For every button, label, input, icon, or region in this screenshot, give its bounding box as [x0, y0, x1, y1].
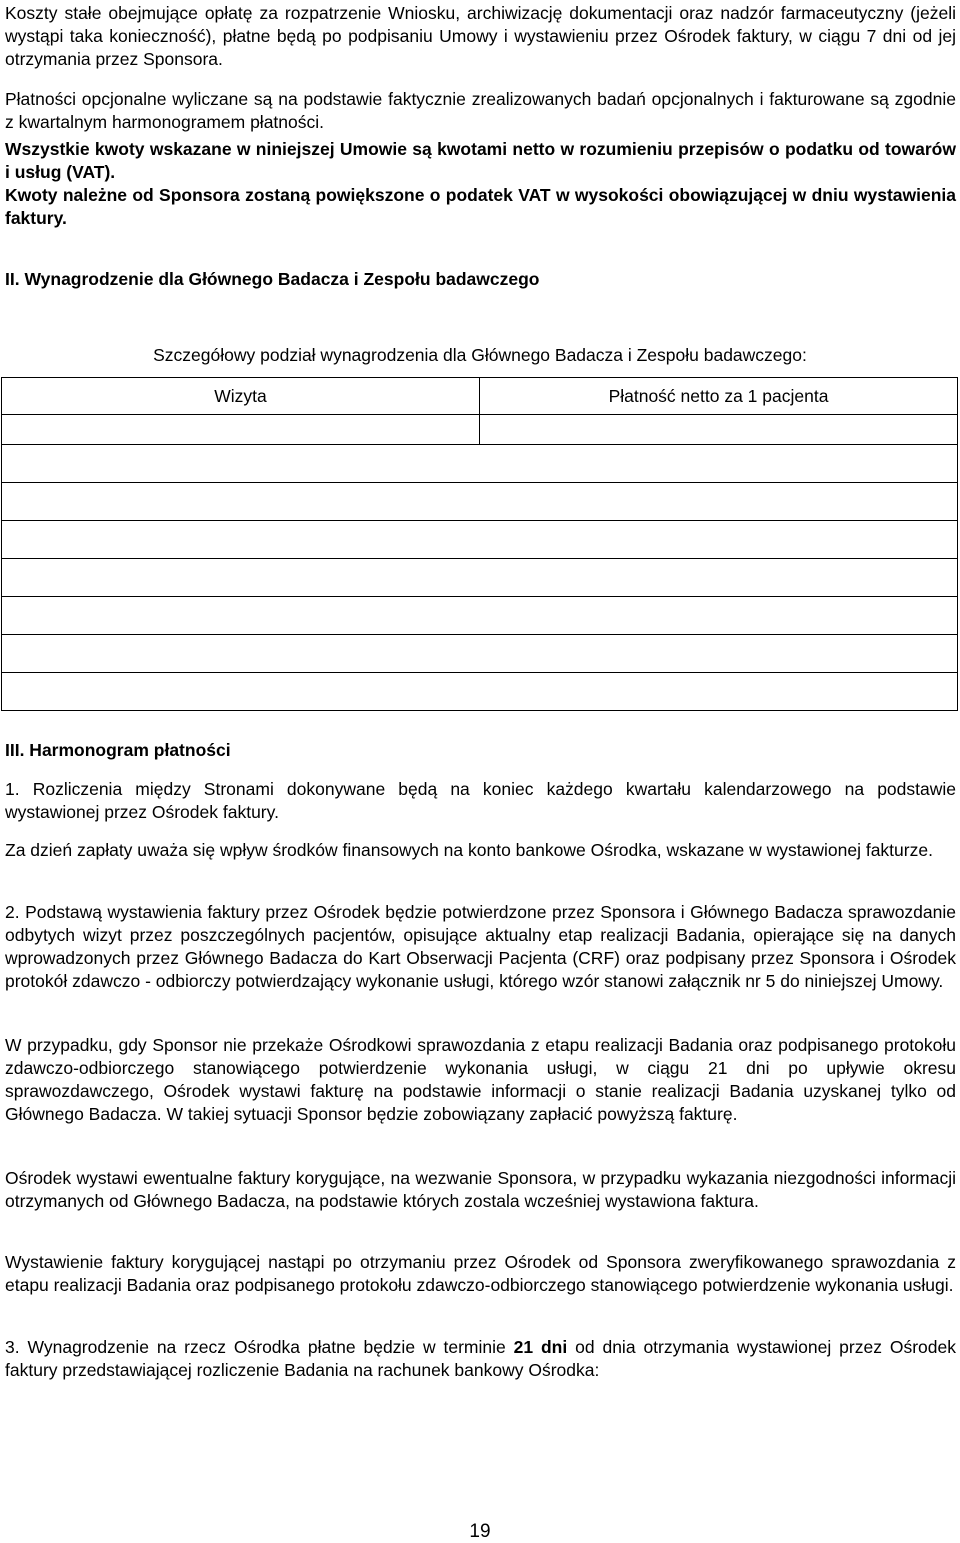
table-row [2, 445, 958, 483]
payment-date-paragraph: Za dzień zapłaty uważa się wpływ środków finansowych na konto bankowe Ośrodka, wskazane w wystawionej fakturze. [5, 840, 933, 860]
optional-payments-paragraph: Płatności opcjonalne wyliczane są na podstawie faktycznie zrealizowanych badań opcjonalnych i fakturowane są zgodnie z kwartalnym harmonogramem płatności. [5, 89, 956, 132]
visit-cell [2, 559, 480, 597]
section-2-title: II. Wynagrodzenie dla Głównego Badacza i Zespołu badawczego [5, 269, 540, 289]
net-payment-cell [480, 483, 958, 521]
table-row [2, 673, 958, 711]
net-amounts-paragraph: Wszystkie kwoty wskazane w niniejszej Umowie są kwotami netto w rozumieniu przepisów o podatku od towarów i usług (VAT). [5, 139, 956, 182]
net-payment-cell [480, 521, 958, 559]
table-row [2, 597, 958, 635]
column-header-net-payment: Płatność netto za 1 pacjenta [480, 378, 958, 415]
payment-term-text-end: od dnia otrzymania wystawionej przez Ośrodek faktury przedstawiającej rozliczenie Badania na rachunek bankowy Ośrodka: [5, 1337, 956, 1380]
visit-cell [2, 673, 480, 711]
table-header-row [2, 378, 958, 415]
net-payment-cell [480, 559, 958, 597]
payment-term-text-start: 3. Wynagrodzenie na rzecz Ośrodka płatne będzie w terminie [5, 1337, 514, 1357]
table-body [2, 415, 958, 711]
visit-cell [2, 415, 480, 445]
invoice-basis-paragraph: 2. Podstawą wystawienia faktury przez Ośrodek będzie potwierdzone przez Sponsora i Głównego Badacza sprawozdanie odbytych wizyt przez poszczególnych pacjentów, opisujące aktualny etap realizacji Badania, opierające się na danych wprowadzonych przez Głównego Badacza do Kart Obserwacji Pacjenta (CRF) oraz podpisany przez Sponsora i Ośrodek protokół zdawczo - odbiorczy potwierdzający wykonanie usługi, którego wzór stanowi załącznik nr 5 do niniejszej Umowy. [5, 902, 956, 991]
table-row [2, 415, 958, 445]
table-row [2, 521, 958, 559]
net-payment-cell [480, 445, 958, 483]
column-header-visit: Wizyta [2, 378, 480, 415]
table-row [2, 559, 958, 597]
settlement-paragraph: 1. Rozliczenia między Stronami dokonywane będą na koniec każdego kwartału kalendarzowego na podstawie wystawionej przez Ośrodek faktury. [5, 779, 956, 822]
remuneration-table [1, 377, 958, 711]
correction-invoices-paragraph: Ośrodek wystawi ewentualne faktury korygujące, na wezwanie Sponsora, w przypadku wykazania niezgodności informacji otrzymanych od Głównego Badacza, na podstawie których zostala wcześniej wystawiona faktura. [5, 1168, 956, 1211]
table-caption: Szczegółowy podział wynagrodzenia dla Głównego Badacza i Zespołu badawczego: [153, 345, 807, 365]
section-3-title: III. Harmonogram płatności [5, 740, 231, 760]
missing-report-paragraph: W przypadku, gdy Sponsor nie przekaże Ośrodkowi sprawozdania z etapu realizacji Badania oraz podpisanego protokołu zdawczo-odbiorczego stanowiącego potwierdzenie wykonania usługi, w ciągu 21 dni po upływie okresu sprawozdawczego, Ośrodek wystawi fakturę na podstawie informacji o stanie realizacji Badania uzyskanej tylko od Głównego Badacza. W takiej sytuacji Sponsor będzie zobowiązany zapłacić powyższą fakturę. [5, 1035, 956, 1124]
fixed-costs-paragraph: Koszty stałe obejmujące opłatę za rozpatrzenie Wniosku, archiwizację dokumentacji oraz nadzór farmaceutyczny (jeżeli wystąpi taka konieczność), płatne będą po podpisaniu Umowy i wystawieniu przez Ośrodek faktury, w ciągu 7 dni od jej otrzymania przez Sponsora. [5, 3, 956, 69]
table-row [2, 483, 958, 521]
net-payment-cell [480, 673, 958, 711]
payment-term-paragraph [5, 1336, 956, 1382]
visit-cell [2, 597, 480, 635]
visit-cell [2, 445, 480, 483]
correction-issuance-paragraph: Wystawienie faktury korygującej nastąpi po otrzymaniu przez Ośrodek od Sponsora zweryfikowanego sprawozdania z etapu realizacji Badania oraz podpisanego protokołu zdawczo-odbiorczego stanowiącego potwierdzenie wykonania usługi. [5, 1252, 956, 1295]
net-payment-cell [480, 635, 958, 673]
net-payment-cell [480, 415, 958, 445]
page-number: 19 [469, 1521, 491, 1542]
visit-cell [2, 635, 480, 673]
visit-cell [2, 521, 480, 559]
payment-term-days: 21 dni [513, 1337, 568, 1357]
vat-paragraph: Kwoty należne od Sponsora zostaną powiększone o podatek VAT w wysokości obowiązującej w dniu wystawienia faktury. [5, 185, 956, 228]
visit-cell [2, 483, 480, 521]
net-payment-cell [480, 597, 958, 635]
table-row [2, 635, 958, 673]
